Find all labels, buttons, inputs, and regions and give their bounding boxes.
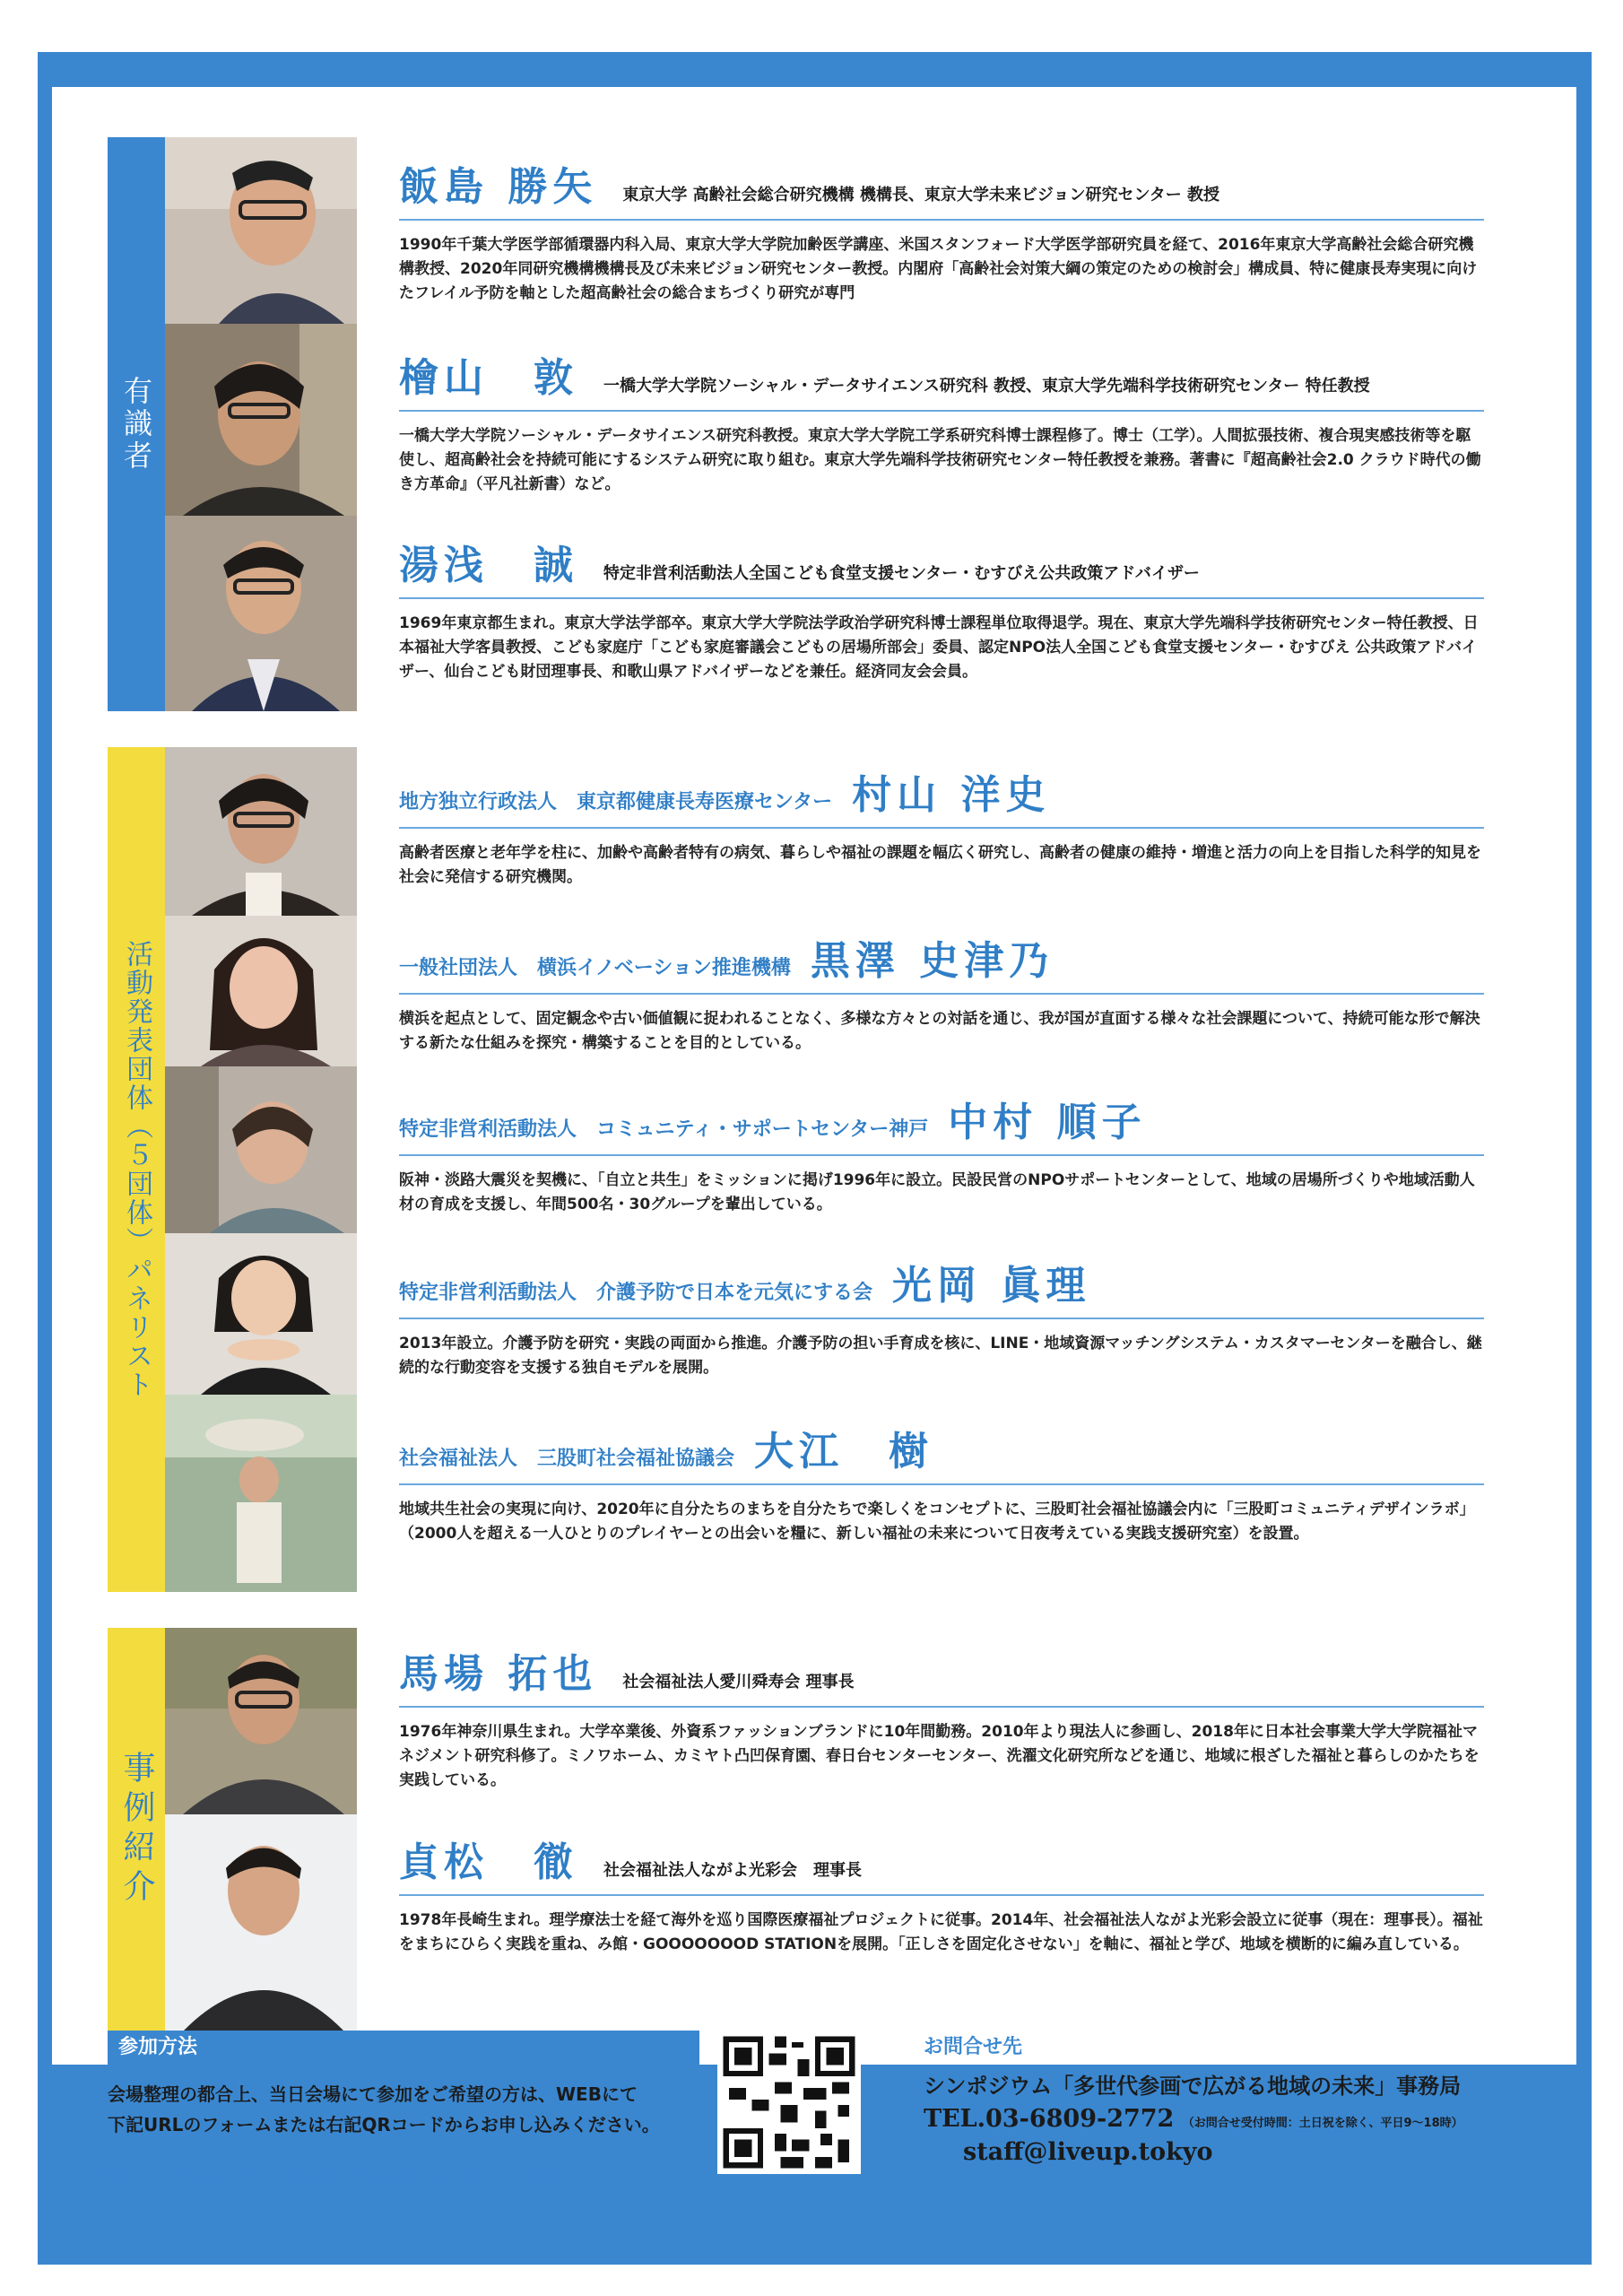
panelist-entry [399, 1253, 1484, 1380]
panelist-entry [399, 928, 1484, 1056]
photo-sadamatsu [165, 1814, 357, 2031]
contact-office: シンポジウム「多世代参画で広がる地域の未来」事務局 [924, 2074, 1462, 2099]
person-bio: 地域共生社会の実現に向け、2020年に自分たちのまちを自分たちで楽しくをコンセプトに、三股町社会福祉協議会内に「三股町コミュニティデザインラボ」（2000人を超える一人ひとりのプレイヤーとの出会いを糧に、新しい福祉の未来について日夜考えている実践支援研究室）を設置。 [399, 1500, 1475, 1544]
section-label-experts: 有識者 [119, 376, 153, 473]
mail-icon [924, 2142, 954, 2163]
panelist-org: 地方独立行政法人 東京都健康長寿医療センター [399, 791, 833, 813]
section-band-cases [108, 1628, 165, 2031]
photo-nakamura [165, 1066, 357, 1233]
join-text-line: 会場整理の都合上、当日会場にて参加をご希望の方は、WEBにて [108, 2083, 638, 2105]
contact-email [924, 2138, 1551, 2166]
person-name: 光岡 眞理 [892, 1263, 1091, 1309]
panelist-org: 社会福祉法人 三股町社会福祉協議会 [399, 1448, 735, 1470]
expert-entry [399, 154, 1484, 307]
email-address[interactable]: staff@liveup.tokyo [963, 2138, 1213, 2166]
person-bio: 1978年長崎生まれ。理学療法士を経て海外を巡り国際医療福祉プロジェクトに従事。2014年、社会福祉法人ながよ光彩会設立に従事（現在：理事長）。福祉をまちにひらく実践を重ね、み館・GOOOOOOOD STATIONを展開。「正しさを固定化させない」を軸に、福祉と学び、地域を横断的に編み直している。 [399, 1911, 1483, 1954]
person-title: 社会福祉法人愛川舜寿会 理事長 [622, 1673, 855, 1692]
person-bio: 1969年東京都生まれ。東京大学法学部卒。東京大学大学院法学政治学研究科博士課程単位取得退学。現在、東京大学先端科学技術研究センター特任教授、日本福祉大学客員教授、こども家庭庁「こども家庭審議会こどもの居場所部会」委員、認定NPO法人全国こども食堂支援センター・むすびえ 公共政策アドバイザー、仙台こども財団理事長、和歌山県アドバイザーなどを兼任。経済同友会会員。 [399, 614, 1479, 682]
expert-entry [399, 345, 1484, 498]
contact-label: お問合せ先 [924, 2036, 1023, 2058]
join-section-title: 参加方法 [108, 2031, 699, 2065]
person-title: 東京大学 高齢社会総合研究機構 機構長、東京大学未来ビジョン研究センター 教授 [622, 186, 1220, 204]
panelist-org: 一般社団法人 横浜イノベーション推進機構 [399, 957, 791, 979]
panelist-org: 特定非営利活動法人 コミュニティ・サポートセンター神戸 [399, 1118, 929, 1141]
person-name: 飯島 勝矢 [399, 164, 598, 210]
photo-mitsuoka [165, 1233, 357, 1395]
person-name: 馬場 拓也 [399, 1651, 598, 1697]
case-entry [399, 1830, 1484, 1957]
person-name: 黒澤 史津乃 [810, 938, 1055, 984]
person-name: 檜山 敦 [399, 355, 578, 401]
phone-number[interactable]: TEL.03-6809-2772 [924, 2105, 1175, 2133]
person-name: 貞松 徹 [399, 1839, 578, 1885]
person-name: 湯浅 誠 [399, 543, 578, 588]
person-name: 大江 樹 [754, 1429, 934, 1474]
section-band-experts [108, 137, 165, 711]
phone-hours: （お問合せ受付時間：土日祝を除く、平日9〜18時） [1182, 2117, 1463, 2130]
photo-baba [165, 1628, 357, 1814]
qr-code[interactable] [717, 2029, 861, 2176]
section-band-panelists [108, 747, 165, 1592]
person-bio: 阪神・淡路大震災を契機に、「自立と共生」をミッションに掲げ1996年に設立。民設民営のNPOサポートセンターとして、地域の居場所づくりや地域活動人材の育成を支援し、年間500名・30グループを輩出している。 [399, 1171, 1475, 1214]
person-title: 特定非営利活動法人全国こども食堂支援センター・むすびえ公共政策アドバイザー [603, 564, 1200, 583]
join-instructions [108, 2079, 717, 2140]
person-title: 社会福祉法人ながよ光彩会 理事長 [603, 1861, 862, 1880]
case-entry [399, 1641, 1484, 1794]
person-bio: 1976年神奈川県生まれ。大学卒業後、外資系ファッションブランドに10年間勤務。2010年より現法人に参画し、2018年に日本社会事業大学大学院福祉マネジメント研究科修了。ミノワホーム、カミヤト凸凹保育園、春日台センターセンター、洗濯文化研究所などを通じ、地域に根ざした福祉と暮らしのかたちを実践している。 [399, 1723, 1480, 1790]
person-name: 中村 順子 [948, 1100, 1147, 1145]
photo-murayama [165, 747, 357, 916]
person-bio: 一橋大学大学院ソーシャル・データサイエンス研究科教授。東京大学大学院工学系研究科博士課程修了。博士（工学）。人間拡張技術、複合現実感技術等を駆使し、超高齢社会を持続可能にするシステム研究に取り組む。東京大学先端科学技術研究センター特任教授を兼務。著書に『超高齢社会2.0 クラウド時代の働き方革命』（平凡社新書）など。 [399, 427, 1481, 494]
panelist-org: 特定非営利活動法人 介護予防で日本を元気にする会 [399, 1282, 873, 1304]
panelist-entry [399, 762, 1484, 890]
contact-block [924, 2031, 1551, 2166]
person-bio: 2013年設立。介護予防を研究・実践の両面から推進。介護予防の担い手育成を核に、LINE・地域資源マッチングシステム・カスタマーセンターを融合し、継続的な行動変容を支援する独自モデルを展開。 [399, 1335, 1482, 1378]
join-text-line: 下記URLのフォームまたは右記QRコードからお申し込みください。 [108, 2114, 660, 2135]
person-title: 一橋大学大学院ソーシャル・データサイエンス研究科 教授、東京大学先端科学技術研究センター 特任教授 [603, 377, 1370, 396]
photo-iijima [165, 137, 357, 324]
section-label-cases: 事例紹介 [118, 1751, 155, 1909]
contact-phone [924, 2105, 1551, 2133]
photo-oe [165, 1395, 357, 1592]
photo-yuasa [165, 516, 357, 711]
person-bio: 1990年千葉大学医学部循環器内科入局、東京大学大学院加齢医学講座、米国スタンフォード大学医学部研究員を経て、2016年東京大学高齢社会総合研究機構教授、2020年同研究機構機構長及び未来ビジョン研究センター教授。内閣府「高齢社会対策大綱の策定のための検討会」構成員、特に健康長寿実現に向けたフレイル予防を軸とした超高齢社会の総合まちづくり研究が専門 [399, 236, 1478, 303]
person-bio: 高齢者医療と老年学を柱に、加齢や高齢者特有の病気、暮らしや福祉の課題を幅広く研究し、高齢者の健康の維持・増進と活力の向上を目指した科学的知見を社会に発信する研究機関。 [399, 844, 1481, 887]
registration-url-link[interactable]: URL▶ https://forms.gle/AKug31VmbToTJPwK9 [108, 2164, 565, 2186]
photo-kurosawa [165, 916, 357, 1066]
photo-hiyama [165, 324, 357, 516]
panelist-entry [399, 1090, 1484, 1217]
panelist-entry [399, 1419, 1484, 1546]
section-label-panelists: 活動発表団体（５団体）パネリスト [121, 940, 152, 1399]
expert-entry [399, 533, 1484, 685]
person-bio: 横浜を起点として、固定観念や古い価値観に捉われることなく、多様な方々との対話を通じ、我が国が直面する様々な社会課題について、持続可能な形で解決する新たな仕組みを探究・構築することを目的としている。 [399, 1010, 1480, 1053]
person-name: 村山 洋史 [852, 772, 1051, 818]
